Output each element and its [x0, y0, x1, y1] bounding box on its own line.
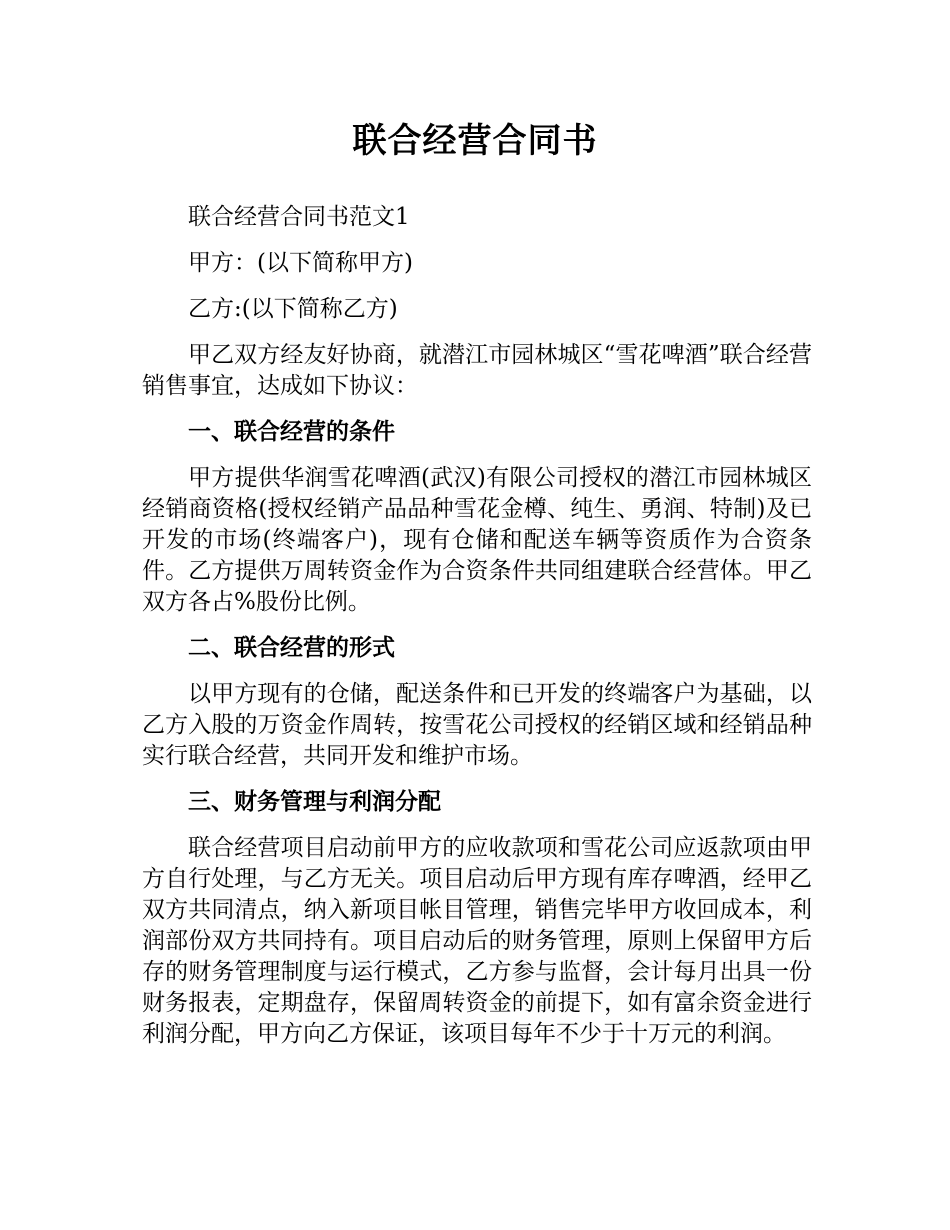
section-paragraph: 以甲方现有的仓储，配送条件和已开发的终端客户为基础，以乙方入股的万资金作周转，按雪花公司授权的经销区域和经销品种实行联合经营，共同开发和维护市场。 — [142, 681, 812, 769]
document-subtitle: 联合经营合同书范文1 — [188, 204, 410, 230]
section-paragraph: 甲方提供华润雪花啤酒(武汉)有限公司授权的潜江市园林城区经销商资格(授权经销产品品种雪花金樽、纯生、勇润、特制)及已开发的市场(终端客户)，现有仓储和配送车辆等资质作为合资条件。乙方提供万周转资金作为合资条件共同组建联合经营体。甲乙双方各占%股份比例。 — [142, 465, 812, 615]
section-paragraph: 联合经营项目启动前甲方的应收款项和雪花公司应返款项由甲方自行处理，与乙方无关。项目启动后甲方现有库存啤酒，经甲乙双方共同清点，纳入新项目帐目管理，销售完毕甲方收回成本，利润部份双方共同持有。项目启动后的财务管理，原则上保留甲方后存的财务管理制度与运行模式，乙方参与监督，会计每月出具一份财务报表，定期盘存，保留周转资金的前提下，如有富余资金进行利润分配，甲方向乙方保证，该项目每年不少于十万元的利润。 — [142, 835, 812, 1047]
document-body — [142, 202, 812, 1065]
party-a-line: 甲方：(以下简称甲方) — [188, 250, 413, 276]
party-b-line: 乙方:(以下简称乙方) — [188, 296, 398, 322]
section-heading: 三、财务管理与利润分配 — [188, 789, 441, 815]
intro-paragraph: 甲乙双方经友好协商，就潜江市园林城区“雪花啤酒”联合经营销售事宜，达成如下协议： — [142, 342, 812, 399]
section-heading: 一、联合经营的条件 — [188, 419, 395, 445]
document-title: 联合经营合同书 — [352, 121, 598, 161]
section-heading: 二、联合经营的形式 — [188, 635, 395, 661]
